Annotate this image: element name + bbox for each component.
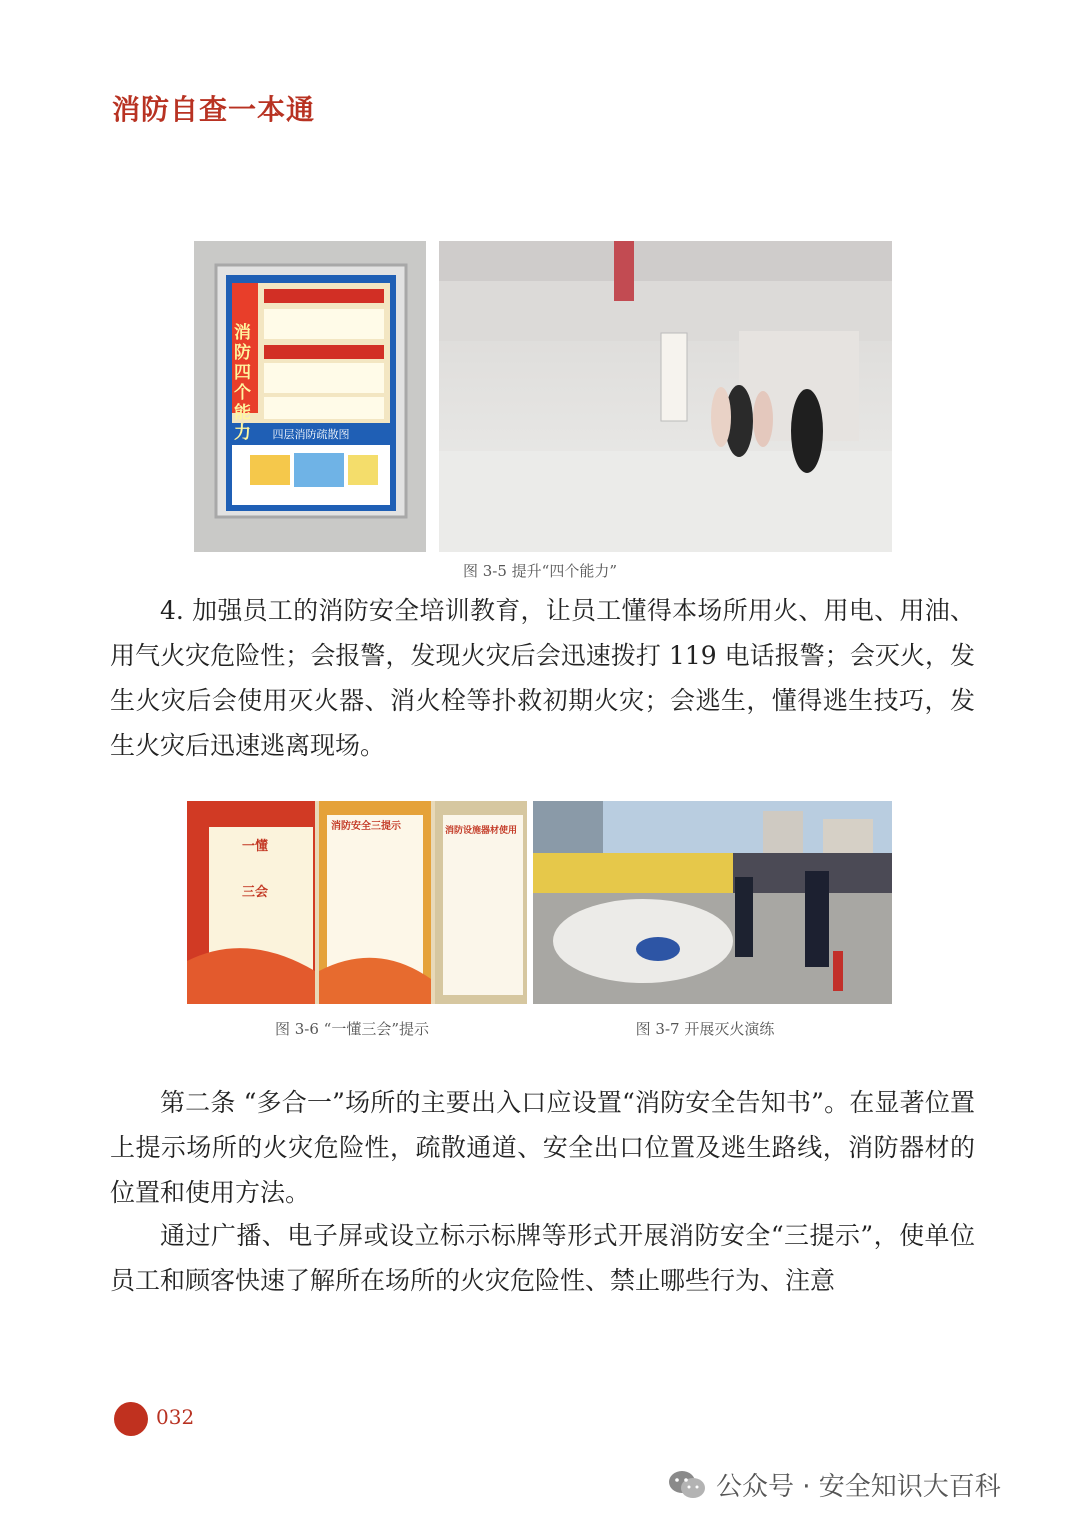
figure-3-5-caption: 图 3-5 提升“四个能力”: [462, 562, 618, 580]
page-number-dot: [114, 1402, 148, 1436]
extinguisher-drill-photo: [533, 801, 892, 1004]
paragraph-three-tips: 通过广播、电子屏或设立标示标牌等形式开展消防安全“三提示”，使单位员工和顾客快速了解所在场所的火灾危险性、禁止哪些行为、注意: [110, 1221, 975, 1295]
board-heading-abilities: 三会: [242, 885, 269, 900]
poster-photo: [194, 241, 426, 552]
watermark-text: 公众号 · 安全知识大百科: [716, 1472, 1001, 1502]
signboard-photo: [187, 801, 527, 1004]
drill-scene-illustration: [533, 801, 892, 1004]
book-title: 消防自查一本通: [112, 93, 316, 126]
poster-vertical-title: 消防四个能力: [234, 323, 251, 443]
paragraph-training: 4. 加强员工的消防安全培训教育，让员工懂得本场所用火、用电、用油、用气火灾危险性；会报警，发现火灾后会迅速拨打 119 电话报警；会灭火，发生火灾后会使用灭火器、消火栓等扑救初期火灾；会逃生，懂得逃生技巧，发生火灾后迅速逃离现场。: [110, 596, 975, 760]
poster-illustration: [194, 241, 426, 552]
wechat-icon: [668, 1469, 706, 1501]
mall-drill-photo: [439, 241, 892, 552]
poster-map-title: 四层消防疏散图: [272, 428, 350, 441]
page-number: 032: [156, 1405, 195, 1429]
figure-3-6-caption: 图 3-6 “一懂三会”提示: [274, 1020, 430, 1038]
figure-3-7-caption: 图 3-7 开展灭火演练: [635, 1020, 775, 1038]
board-heading-three-tips: 消防安全三提示: [331, 821, 401, 832]
board-heading-equipment: 消防设施器材使用: [445, 826, 518, 836]
watermark: [668, 1466, 1001, 1503]
mall-scene-illustration: [439, 241, 892, 552]
board-heading-understand: 一懂: [242, 839, 269, 854]
paragraph-article-two: 第二条 “多合一”场所的主要出入口应设置“消防安全告知书”。在显著位置上提示场所的火灾危险性，疏散通道、安全出口位置及逃生路线，消防器材的位置和使用方法。: [110, 1088, 975, 1207]
